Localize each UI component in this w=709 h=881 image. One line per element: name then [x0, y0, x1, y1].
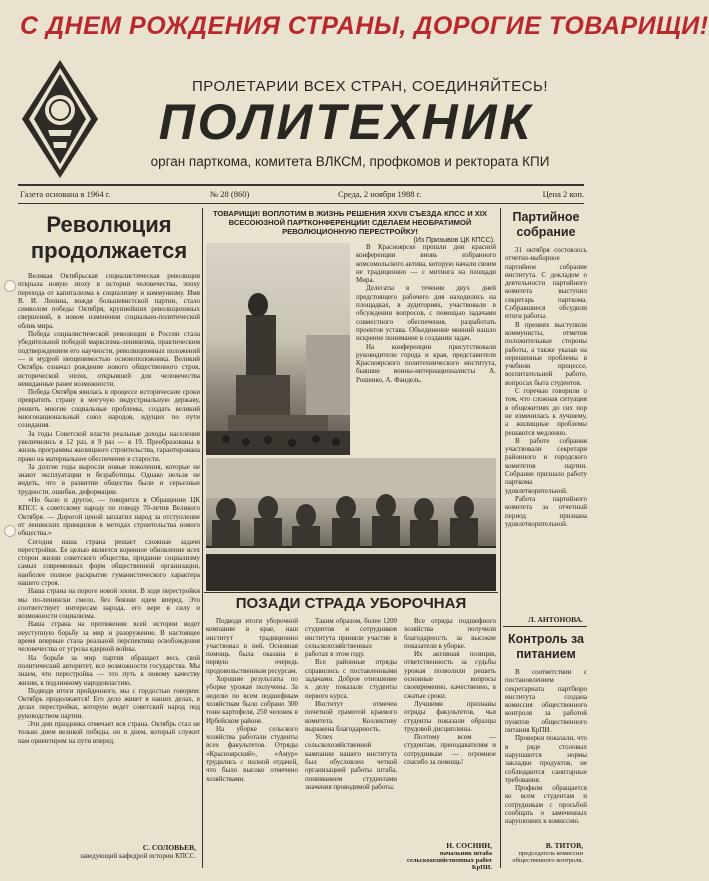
paragraph: За долгие годы выросли новые поколения, которые не знают эксплуатации и безработицы. Однако нельзя не видеть, что в развитии общества были и серьезные трудности, ошибки, деформации.: [18, 462, 200, 496]
paragraph: Все отряды подшефного хозяйства получили благодарность за высокие показатели в уборке.: [404, 617, 496, 650]
text-column: [206, 617, 298, 868]
lead-slogan: [205, 209, 495, 245]
lead-source: (Из Призывов ЦК КПСС).: [413, 237, 495, 244]
paragraph: На уборке сельского хозяйства работали студенты всех факультетов. Отряды «Красноярский», «Амур» трудились с полной отдачей, что было высоко отмечено хозяйствами.: [206, 724, 298, 783]
paragraph: Проверки показали, что в ряде столовых нарушаются нормы закладки продуктов, не соблюдаются санитарные требования.: [505, 734, 587, 784]
paragraph: Таким образом, более 1200 студентов и сотрудников института приняли участие в сельскохозяйственных работах в этом году.: [305, 617, 397, 659]
presidium-photo: [206, 458, 496, 591]
paragraph: Их активная позиция, ответственность за судьбы урожая позволили решить основные вопросы своевременно, качественно, в сжатые сроки.: [404, 650, 496, 700]
paragraph: Сегодня наша страна решает сложные задачи перестройки. Ее целью является коренное обновление всех сторон жизни советского общества, придание социализму самых современных форм общественной организации, наиболее полное раскрытие гуманистического характера нашего строя.: [18, 537, 200, 587]
article-party-meeting: [505, 208, 587, 626]
price-text: Цена 2 коп.: [542, 189, 584, 199]
author-title: заведующий кафедрой истории КПСС.: [80, 852, 196, 860]
paragraph: В Красноярске прошли дни красной конференции вновь избранного комсомольского актива, которую начали своим не традиционно — с митинга на площади Мира.: [356, 243, 496, 285]
paragraph: Успех сельскохозяйственной кампании нашего института был обусловлен четкой организацией работы штаба, пониманием студентами значения проводимой работы.: [305, 733, 397, 791]
paragraph: Работа партийного комитета за отчетный период признана удовлетворительной.: [505, 494, 587, 528]
section-rule: [503, 626, 587, 627]
text-column: [305, 617, 397, 868]
issue-info-bar: [20, 188, 584, 202]
binder-hole: [4, 525, 16, 537]
paragraph: За годы Советской власти реальные доходы населения увеличились в 12 раз, в 9 раз — в 19. Преобразованы в жизнь программы жилищного строительства, гарантирована право на материальное обеспечение в старости.: [18, 429, 200, 463]
control-signature: [505, 838, 587, 864]
info-rule: [18, 203, 584, 204]
founded-text: Газета основана в 1964 г.: [20, 189, 111, 199]
article-title: ПОЗАДИ СТРАДА УБОРОЧНАЯ: [235, 595, 467, 612]
paragraph: Подводя итоги пройденного, мы с гордостью говорим: Октябрь продолжается! Его дело живет в наших делах, в делах перестройки, которую ведет советский народ под руководством партии.: [18, 686, 200, 720]
author-name: Л. АНТОНОВА.: [528, 615, 583, 624]
column-divider: [500, 208, 501, 868]
university-emblem-icon: [20, 58, 100, 180]
article-title: Партийное собрание: [512, 210, 580, 239]
section-rule: [204, 592, 498, 593]
article-title: Контроль за питанием: [508, 632, 584, 661]
paragraph: В соответствии с постановлением секретариата партбюро института создана комиссия общественного контроля за работой пунктов общественного питания КрПИ.: [505, 668, 587, 735]
lead-text: ТОВАРИЩИ! ВОПЛОТИМ В ЖИЗНЬ РЕШЕНИЯ XXVII СЪЕЗДА КПСС И XIX ВСЕСОЮЗНОЙ ПАРТКОНФЕРЕНЦИИ! СДЕЛАЕМ НЕОБРАТИМОЙ РЕВОЛЮЦИОННУЮ ПЕРЕСТРОЙКУ!: [212, 209, 488, 236]
paragraph: Лучшими признаны отряды факультетов, чьи студенты показали образцы трудовой дисциплины.: [404, 699, 496, 733]
author-name: В. ТИТОВ,: [545, 841, 583, 850]
top-rule: [18, 184, 584, 186]
paragraph: Профком обращается ко всем студентам и сотрудникам с просьбой сообщать о замеченных нарушениях в комиссию.: [505, 784, 587, 826]
article-food-control: [505, 630, 587, 868]
paragraph: Все районные отряды справились с поставленными задачами. Доброе отношение к делу показали студенты первого курса.: [305, 658, 397, 700]
harvest-signature: [390, 838, 496, 871]
holiday-banner: С ДНЕМ РОЖДЕНИЯ СТРАНЫ, ДОРОГИЕ ТОВАРИЩИ!: [20, 12, 709, 40]
newspaper-masthead: ПОЛИТЕХНИК: [158, 94, 534, 150]
author-title: начальник штаба сельскохозяйственных работ КрПИ.: [407, 850, 492, 871]
column-divider: [202, 208, 203, 868]
paragraph: Наша страна на пороге новой эпохи. В ходе перестройки мы по-ленински смело, без боязни идем вперед. Это соответствует интересам народа, его вере в силу и возможности социализма.: [18, 587, 200, 621]
issue-number: № 28 (860): [210, 189, 250, 199]
text-column: [404, 617, 496, 868]
paragraph: Победа социалистической революции в России стала убедительной победой марксизма-ленинизма, практическим подтверждением его научности, революционных положений — и мудрой неоценимостью основоположника. Великий Октябрь означал рождение нового общественного строя, исторической эпохи, открывшей для человечества невиданные ранее возможности.: [18, 330, 200, 388]
article-harvest: [206, 617, 496, 868]
newspaper-subtitle: орган парткома, комитета ВЛКСМ, профкомов и ректората КПИ: [150, 154, 550, 169]
conference-report: [356, 243, 496, 455]
paragraph: Великая Октябрьская социалистическая революция открыла новую эпоху в истории человечества, эпоху перехода от капитализма к социализму и коммунизму. Имя В. И. Ленина, вождя большевистской партии, стало символом победы Октября, крупнейших революционных свершений, в новом изменения социально-политической облик мира.: [18, 272, 200, 330]
lenin-monument-photo: [206, 243, 350, 455]
paragraph: Победа Октября явилась в процессе исторические сроки превратить страну в могучую индустриальную державу, решить многие социальные проблемы, создать великий многонациональный союз народов, идущих по пути созидания.: [18, 388, 200, 430]
issue-date: Среда, 2 ноября 1988 г.: [338, 189, 422, 199]
paragraph: С горечью говорили о том, что сложная ситуация в общежитиях до сих пор не изменилась к лучшему, а жилищные проблемы решаются медленно.: [505, 387, 587, 437]
paragraph: Хорошие результаты по уборке урожая получены. За неделю по всем подшефным хозяйствам было собрано 300 тонн картофеля, 250 человек в Ирбейском районе.: [206, 675, 298, 725]
author-name: Н. СОСНИН,: [446, 841, 492, 850]
party-signature: [505, 612, 587, 624]
article-signature: [18, 840, 200, 860]
paragraph: В работе собрания участвовали секретари районного и городского комитетов партии. Собрание признало работу парткома удовлетворительной.: [505, 436, 587, 495]
paragraph: Институт отмечен почетной грамотой краевого комитета. Коллективу выражена благодарность.: [305, 699, 397, 733]
binder-hole: [4, 280, 16, 292]
article-title: Революция продолжается: [30, 212, 188, 263]
paragraph: Эти дни праздника отмечает вся страна. Октябрь стал не только днем великой победы, но и днем, который служит нам ориентиром на пути вперед.: [18, 720, 200, 745]
article-revolution: [18, 208, 200, 868]
slogan: ПРОЛЕТАРИИ ВСЕХ СТРАН, СОЕДИНЯЙТЕСЬ!: [192, 78, 548, 95]
paragraph: Делегаты в течение двух дней предстоящего рабочего дня находились на площадках, в аудиториях, участвовали в обсуждении вопросов, с помощью задачами совместного обеспечения, разработать проектов устава. Объединение мнений нашло искренне понимание в создании задач.: [356, 284, 496, 343]
paragraph: На конференции присутствовали руководители города и края, представители Красноярского политехнического института, бывшие воины-интернационалисты А. Рошенко, А. Фандель.: [356, 342, 496, 384]
paragraph: 31 октября состоялось отчетно-выборное партийное собрание института. С докладом о деятельности партийного комитета выступил секретарь парткома. Собравшиеся обсудили итоги работы.: [505, 246, 587, 321]
paragraph: На борьбе за мир партия обращает весь свой политический авторитет, все возможности государства. Мы знаем, что перестройка — это путь к новому качеству жизни, к подлинному народовластию.: [18, 653, 200, 687]
paragraph: В прениях выступили коммунисты, отметив положительные стороны работы, а также указав на нерешенные проблемы в учебном процессе, воспитательной работе, вопросах быта студентов.: [505, 320, 587, 387]
paragraph: Поэтому всем — студентам, преподавателям и сотрудникам — огромное спасибо за помощь!: [404, 733, 496, 767]
paragraph: «Но было и другое, — говорится в Обращении ЦК КПСС к советскому народу по поводу 70-летия Великого Октября. — Дорогой ценой заплатил народ за отступление от ленинских принципов в методах строительства нового общества.»: [18, 496, 200, 538]
author-title: председатель комиссии общественного контроля.: [512, 850, 583, 864]
paragraph: Наша страна на протяжении всей истории ведет неуступную борьбу за мир и разоружение. В настоящее время впервые стала реальной перспектива освобождения человечества от угрозы ядерной войны.: [18, 620, 200, 654]
paragraph: Подводя итоги уборочной компании в крае, наш институт традиционно участвовал в ней. Основная помощь была оказана в первую очередь продовольственным ресурсам.: [206, 617, 298, 675]
author-name: С. СОЛОВЬЕВ,: [142, 843, 196, 852]
